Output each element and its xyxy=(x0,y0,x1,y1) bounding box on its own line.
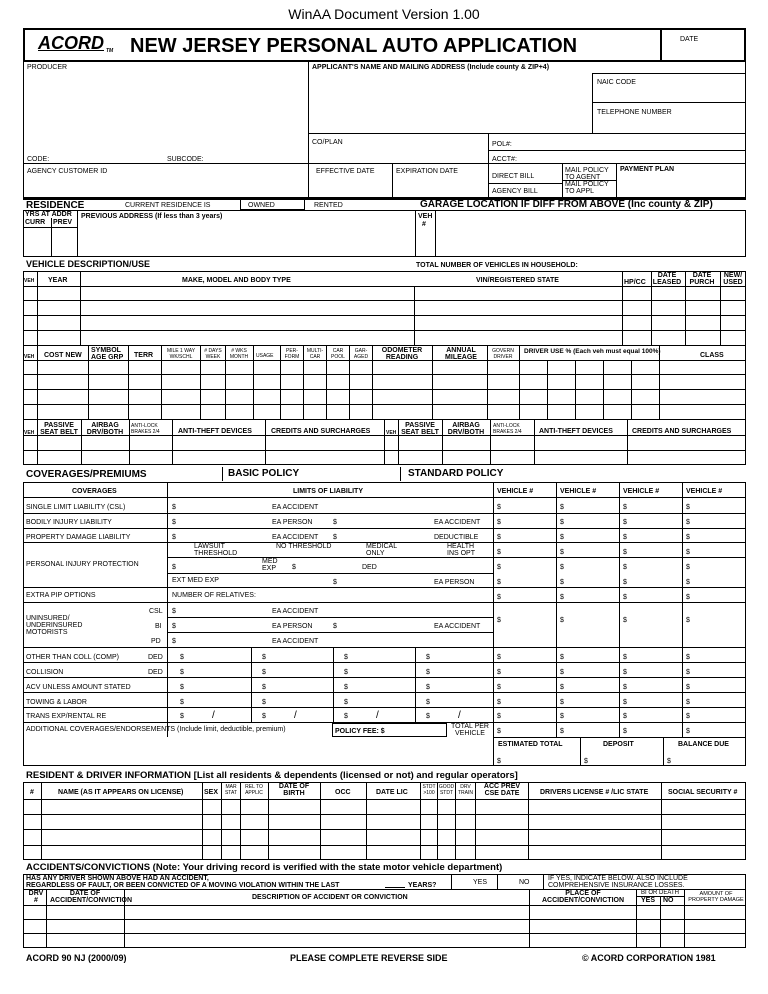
vehicle-premium-dollar-6-2: $ xyxy=(623,594,627,601)
agency-bill[interactable]: AGENCY BILL xyxy=(492,188,538,195)
vh3-veh: VEH xyxy=(24,430,35,436)
vehicle-premium-dollar-5-0: $ xyxy=(497,579,501,586)
total-per-vehicle: TOTAL PER VEHICLE xyxy=(451,723,489,737)
vehicle-premium-dollar-6-0: $ xyxy=(497,594,501,601)
vehicle-premium-dollar-7-2: $ xyxy=(623,617,627,624)
vh1-year: YEAR xyxy=(48,277,68,284)
basic-policy[interactable]: BASIC POLICY xyxy=(228,468,300,479)
vh2-days: # DAYS WEEK xyxy=(204,348,222,360)
vehicle-premium-dollar-4-2: $ xyxy=(623,564,627,571)
acc-no[interactable]: NO xyxy=(519,879,530,886)
vh2-driveruse: DRIVER USE % (Each veh must equal 100%) xyxy=(524,348,661,355)
vehicle-premium-dollar-1-3: $ xyxy=(686,519,690,526)
otc-label: OTHER THAN COLL (COMP) xyxy=(26,654,119,661)
vehicle-premium-dollar-11-1: $ xyxy=(560,699,564,706)
cell-dollar-b3: $ xyxy=(262,684,266,691)
vehicle-premium-dollar-0-0: $ xyxy=(497,504,501,511)
owned-option[interactable]: OWNED xyxy=(248,202,275,209)
form-title: NEW JERSEY PERSONAL AUTO APPLICATION xyxy=(130,35,578,57)
cov-col-veh1: VEHICLE # xyxy=(497,488,534,495)
date-label: DATE xyxy=(680,36,699,43)
vehicle-premium-dollar-5-3: $ xyxy=(686,579,690,586)
bi-ea-accident: EA ACCIDENT xyxy=(434,519,481,526)
footer-form-number: ACORD 90 NJ (2000/09) xyxy=(26,953,127,963)
um-csl: CSL xyxy=(149,608,163,615)
vehicle-premium-dollar-3-3: $ xyxy=(686,549,690,556)
vehicle-premium-dollar-6-1: $ xyxy=(560,594,564,601)
acv-label: ACV UNLESS AMOUNT STATED xyxy=(26,684,131,691)
vh2-wks: # WKS MONTH xyxy=(229,348,249,360)
vh2-veh: VEH xyxy=(24,354,35,360)
drv-col-goodstdt: GOOD STDT xyxy=(438,784,455,796)
balance-dollar: $ xyxy=(667,758,671,765)
vehicle-premium-dollar-10-2: $ xyxy=(623,684,627,691)
accidents-title: ACCIDENTS/CONVICTIONS (Note: Your driving record is verified with the state motor vehicle department) xyxy=(26,862,503,873)
pd-deductible: DEDUCTIBLE xyxy=(434,534,479,541)
vehicle-premium-dollar-2-2: $ xyxy=(623,534,627,541)
um-bi-dollar2: $ xyxy=(333,623,337,630)
est-total: ESTIMATED TOTAL xyxy=(498,741,563,748)
drv-col-num: # xyxy=(30,789,34,796)
drv-col-accprev: ACC PREV CSE DATE xyxy=(483,783,521,797)
vehicle-premium-dollar-13-1: $ xyxy=(560,728,564,735)
vehicle-premium-dollar-12-2: $ xyxy=(623,713,627,720)
vehicle-premium-dollar-0-1: $ xyxy=(560,504,564,511)
vehicle-premium-dollar-9-0: $ xyxy=(497,669,501,676)
version-title: WinAA Document Version 1.00 xyxy=(288,6,480,22)
um-pd-ea-acc: EA ACCIDENT xyxy=(272,638,319,645)
vehicle-premium-dollar-12-3: $ xyxy=(686,713,690,720)
cell-dollar-d1: $ xyxy=(426,654,430,661)
vehicle-premium-dollar-13-0: $ xyxy=(497,728,501,735)
um-bi-dollar: $ xyxy=(172,623,176,630)
vehicle-premium-dollar-11-3: $ xyxy=(686,699,690,706)
effective-date-label: EFFECTIVE DATE xyxy=(316,168,375,175)
vehicle-premium-dollar-10-3: $ xyxy=(686,684,690,691)
pd-ea-accident: EA ACCIDENT xyxy=(272,534,319,541)
mail-appl[interactable]: MAIL POLICY TO APPL xyxy=(565,181,609,195)
acc-q1: HAS ANY DRIVER SHOWN ABOVE HAD AN ACCIDENT, xyxy=(26,875,209,882)
acc-place: PLACE OF ACCIDENT/CONVICTION xyxy=(541,890,625,904)
drv-col-stdt100: STDT >100 xyxy=(422,784,436,796)
slash-d: / xyxy=(458,710,461,721)
drv-col-drvtrain: DRV TRAIN xyxy=(458,784,473,796)
vehicle-premium-dollar-8-1: $ xyxy=(560,654,564,661)
vehicle-premium-dollar-6-3: $ xyxy=(686,594,690,601)
pip-ded: DED xyxy=(362,564,377,571)
cell-dollar-b5: $ xyxy=(262,713,266,720)
cell-dollar-b2: $ xyxy=(262,669,266,676)
coll-label: COLLISION xyxy=(26,669,64,676)
um-csl-dollar: $ xyxy=(172,608,176,615)
vh1-vin: VIN/REGISTERED STATE xyxy=(476,277,559,284)
drv-col-datelic: DATE LIC xyxy=(376,789,408,796)
um-bi: BI xyxy=(155,623,162,630)
vehicle-premium-dollar-3-1: $ xyxy=(560,549,564,556)
cell-dollar-a3: $ xyxy=(180,684,184,691)
producer-block xyxy=(23,61,746,198)
vh2-class: CLASS xyxy=(700,352,724,359)
vh2-usage: USAGE xyxy=(256,353,274,359)
acc-years: YEARS? xyxy=(408,882,437,889)
vh2-cost: COST NEW xyxy=(44,352,82,359)
vh3-airbag2: AIRBAG DRV/BOTH xyxy=(447,422,485,436)
vh3-airbag: AIRBAG DRV/BOTH xyxy=(86,422,124,436)
vehicle-premium-dollar-4-3: $ xyxy=(686,564,690,571)
csl-ea-accident: EA ACCIDENT xyxy=(272,504,319,511)
cell-dollar-b4: $ xyxy=(262,699,266,706)
vehicle-premium-dollar-3-2: $ xyxy=(623,549,627,556)
pd-dollar2: $ xyxy=(333,534,337,541)
vehicle-premium-dollar-7-0: $ xyxy=(497,617,501,624)
vh3-antitheft: ANTI-THEFT DEVICES xyxy=(178,428,252,435)
cov-col-veh3: VEHICLE # xyxy=(623,488,660,495)
pip-ea-person: EA PERSON xyxy=(434,579,475,586)
drv-col-license: DRIVERS LICENSE # /LIC STATE xyxy=(540,789,649,796)
vehicle-premium-dollar-9-1: $ xyxy=(560,669,564,676)
acc-date: DATE OF ACCIDENT/CONVICTION xyxy=(50,890,133,904)
current-residence-label: CURRENT RESIDENCE IS xyxy=(125,202,211,209)
pip-label: PERSONAL INJURY PROTECTION xyxy=(26,561,139,568)
drv-col-occ: OCC xyxy=(335,789,351,796)
residence-title: RESIDENCE xyxy=(26,200,85,211)
cell-dollar-a4: $ xyxy=(180,699,184,706)
cell-dollar-c1: $ xyxy=(344,654,348,661)
naic-label: NAIC CODE xyxy=(597,79,636,86)
policy-fee: POLICY FEE: $ xyxy=(335,728,385,735)
vh3-seatbelt2: PASSIVE SEAT BELT xyxy=(401,422,439,436)
expiration-date-label: EXPIRATION DATE xyxy=(396,168,458,175)
acc-yes[interactable]: YES xyxy=(473,879,488,886)
vehicle-premium-dollar-8-2: $ xyxy=(623,654,627,661)
vehicle-premium-dollar-2-3: $ xyxy=(686,534,690,541)
pip-health[interactable]: HEALTH INS OPT xyxy=(447,543,476,557)
cov-col-veh4: VEHICLE # xyxy=(686,488,723,495)
vh3-credits2: CREDITS AND SURCHARGES xyxy=(632,428,732,435)
num-relatives: NUMBER OF RELATIVES: xyxy=(172,592,256,599)
vehicle-premium-dollar-9-2: $ xyxy=(623,669,627,676)
vh3-antilock2: ANTI-LOCK BRAKES 2/4 xyxy=(493,423,522,435)
pip-medical-only[interactable]: MEDICAL ONLY xyxy=(366,543,397,557)
vh3-credits: CREDITS AND SURCHARGES xyxy=(271,428,371,435)
footer-copyright: © ACORD CORPORATION 1981 xyxy=(582,953,716,963)
vehicle-premium-dollar-13-2: $ xyxy=(623,728,627,735)
vehicle-premium-dollar-8-3: $ xyxy=(686,654,690,661)
acc-bi-yes: YES xyxy=(641,897,656,904)
agency-id-label: AGENCY CUSTOMER ID xyxy=(27,168,108,175)
producer-label: PRODUCER xyxy=(27,64,68,71)
bi-label: BODILY INJURY LIABILITY xyxy=(26,519,112,526)
um-bi-ea-acc: EA ACCIDENT xyxy=(434,623,481,630)
vehicle-premium-dollar-1-2: $ xyxy=(623,519,627,526)
cell-dollar-c5: $ xyxy=(344,713,348,720)
vehicle-premium-dollar-10-1: $ xyxy=(560,684,564,691)
pol-label: POL#: xyxy=(492,141,512,148)
vh2-symbol: SYMBOL AGE GRP xyxy=(91,347,124,361)
veh-label: VEH xyxy=(418,213,433,220)
cov-col-limits: LIMITS OF LIABILITY xyxy=(293,488,363,495)
acc-bi-no: NO xyxy=(663,897,674,904)
acc-ifyes: IF YES, INDICATE BELOW. ALSO INCLUDE COMPREHENSIVE INSURANCE LOSSES. xyxy=(548,875,688,889)
vh2-perform: PER-FORM xyxy=(284,348,300,360)
extra-pip-label: EXTRA PIP OPTIONS xyxy=(26,592,96,599)
vh2-mile: MILE 1 WAY WK/SCHL xyxy=(166,348,196,360)
previous-address-label: PREVIOUS ADDRESS (If less than 3 years) xyxy=(81,213,223,220)
vehicle-premium-dollar-1-1: $ xyxy=(560,519,564,526)
cell-dollar-d5: $ xyxy=(426,713,430,720)
pip-med-exp: MED EXP xyxy=(262,558,278,572)
vehicle-premium-dollar-12-1: $ xyxy=(560,713,564,720)
vehicle-premium-dollar-0-3: $ xyxy=(686,504,690,511)
vehicle-premium-dollar-4-0: $ xyxy=(497,564,501,571)
bi-dollar2: $ xyxy=(333,519,337,526)
drv-col-dob: DATE OF BIRTH xyxy=(278,783,310,797)
pip-dollar2: $ xyxy=(292,564,296,571)
vh2-carpool: CAR POOL xyxy=(331,348,345,360)
vehicle-premium-dollar-13-3: $ xyxy=(686,728,690,735)
vh3-seatbelt: PASSIVE SEAT BELT xyxy=(40,422,78,436)
vehicle-title: VEHICLE DESCRIPTION/USE xyxy=(26,259,151,269)
vh1-make: MAKE, MODEL AND BODY TYPE xyxy=(182,277,291,284)
um-label: UNINSURED/ UNDERINSURED MOTORISTS xyxy=(26,615,83,636)
drv-col-rel: REL TO APPLIC xyxy=(245,784,263,796)
veh-num: # xyxy=(422,221,426,228)
acc-desc: DESCRIPTION OF ACCIDENT OR CONVICTION xyxy=(252,894,408,901)
subcode-label: SUBCODE: xyxy=(167,156,204,163)
um-pd: PD xyxy=(151,638,161,645)
vh1-hpcc: HP/CC xyxy=(624,279,646,286)
csl-dollar: $ xyxy=(172,504,176,511)
vh1-veh: VEH xyxy=(24,278,35,284)
payment-plan-label: PAYMENT PLAN xyxy=(620,166,675,173)
logo-tm: TM xyxy=(106,48,114,54)
cell-dollar-d3: $ xyxy=(426,684,430,691)
footer-center: PLEASE COMPLETE REVERSE SIDE xyxy=(290,953,448,963)
vehicle-premium-dollar-1-0: $ xyxy=(497,519,501,526)
vh1-newused: NEW/ USED xyxy=(723,272,743,286)
vh2-garaged: GAR-AGED xyxy=(353,348,369,360)
vh3-antitheft2: ANTI-THEFT DEVICES xyxy=(539,428,613,435)
direct-bill[interactable]: DIRECT BILL xyxy=(492,173,535,180)
acc-amount: AMOUNT OF PROPERTY DAMAGE xyxy=(688,891,744,903)
vehicle-premium-dollar-9-3: $ xyxy=(686,669,690,676)
vh3-veh2: VEH xyxy=(386,430,397,436)
acord-logo: ACORD xyxy=(38,33,104,53)
vehicle-premium-dollar-2-1: $ xyxy=(560,534,564,541)
towing-label: TOWING & LABOR xyxy=(26,699,87,706)
drv-col-mar: MAR STAT xyxy=(224,784,238,796)
drv-col-sex: SEX xyxy=(204,789,219,796)
vehicle-premium-dollar-11-0: $ xyxy=(497,699,501,706)
coplan-label: CO/PLAN xyxy=(312,139,343,146)
vh2-govern: GOVERN DRIVER xyxy=(492,348,514,360)
vehicle-premium-dollar-12-0: $ xyxy=(497,713,501,720)
deposit: DEPOSIT xyxy=(603,741,634,748)
pd-label: PROPERTY DAMAGE LIABILITY xyxy=(26,534,131,541)
total-vehicles-label: TOTAL NUMBER OF VEHICLES IN HOUSEHOLD: xyxy=(416,262,578,269)
cov-col-veh2: VEHICLE # xyxy=(560,488,597,495)
vehicle-premium-dollar-7-3: $ xyxy=(686,617,690,624)
vh1-leased: DATE LEASED xyxy=(652,272,682,286)
standard-policy[interactable]: STANDARD POLICY xyxy=(408,468,504,479)
deposit-dollar: $ xyxy=(584,758,588,765)
vehicle-premium-dollar-8-0: $ xyxy=(497,654,501,661)
vehicle-premium-dollar-4-1: $ xyxy=(560,564,564,571)
yrs-at-addr: YRS AT ADDR xyxy=(25,211,72,218)
slash-a: / xyxy=(212,710,215,721)
pip-no-threshold[interactable]: NO THRESHOLD xyxy=(276,543,332,550)
vehicle-premium-dollar-5-1: $ xyxy=(560,579,564,586)
vehicle-premium-dollar-7-1: $ xyxy=(560,617,564,624)
csl-label: SINGLE LIMIT LIABILITY (CSL) xyxy=(26,504,126,511)
vh2-odometer: ODOMETER READING xyxy=(381,347,423,361)
vh2-multicar: MULTI-CAR xyxy=(306,348,324,360)
vh2-mileage: ANNUAL MILEAGE xyxy=(445,347,477,361)
cov-col-coverages: COVERAGES xyxy=(72,488,117,495)
vehicle-premium-dollar-11-2: $ xyxy=(623,699,627,706)
vehicle-premium-dollar-2-0: $ xyxy=(497,534,501,541)
pip-dollar: $ xyxy=(172,564,176,571)
vehicle-premium-dollar-5-2: $ xyxy=(623,579,627,586)
otc-ded: DED xyxy=(148,654,163,661)
um-bi-ea-person: EA PERSON xyxy=(272,623,313,630)
curr-label: CURR xyxy=(25,219,46,226)
cell-dollar-a5: $ xyxy=(180,713,184,720)
bi-ea-person: EA PERSON xyxy=(272,519,313,526)
rental-label: TRANS EXP/RENTAL RE xyxy=(26,713,107,720)
slash-c: / xyxy=(376,710,379,721)
cell-dollar-c2: $ xyxy=(344,669,348,676)
vh2-terr: TERR xyxy=(134,352,154,359)
drv-col-name: NAME (AS IT APPEARS ON LICENSE) xyxy=(58,789,184,796)
coverages-title: COVERAGES/PREMIUMS xyxy=(26,469,147,480)
um-csl-ea-acc: EA ACCIDENT xyxy=(272,608,319,615)
vehicle-premium-dollar-10-0: $ xyxy=(497,684,501,691)
telephone-label: TELEPHONE NUMBER xyxy=(597,109,672,116)
cell-dollar-c3: $ xyxy=(344,684,348,691)
acc-q2: REGARDLESS OF FAULT, OR BEEN CONVICTED OF A MOVING VIOLATION WITHIN THE LAST xyxy=(26,882,340,889)
mail-agent[interactable]: MAIL POLICY TO AGENT xyxy=(565,167,609,181)
slash-b: / xyxy=(294,710,297,721)
balance-due: BALANCE DUE xyxy=(678,741,729,748)
cell-dollar-d2: $ xyxy=(426,669,430,676)
acc-bi-death: BI OR DEATH xyxy=(641,890,679,896)
cell-dollar-d4: $ xyxy=(426,699,430,706)
cell-dollar-a1: $ xyxy=(180,654,184,661)
pip-dollar3: $ xyxy=(333,579,337,586)
cell-dollar-b1: $ xyxy=(262,654,266,661)
code-label: CODE: xyxy=(27,156,50,163)
pip-lawsuit[interactable]: LAWSUIT THRESHOLD xyxy=(194,543,238,557)
cell-dollar-a2: $ xyxy=(180,669,184,676)
applicant-label: APPLICANT'S NAME AND MAILING ADDRESS (Include county & ZIP+4) xyxy=(312,64,550,71)
garage-title: GARAGE LOCATION IF DIFF FROM ABOVE (Inc county & ZIP) xyxy=(420,199,713,210)
cell-dollar-c4: $ xyxy=(344,699,348,706)
drivers-title: RESIDENT & DRIVER INFORMATION [List all residents & dependents (licensed or not) and regular operators] xyxy=(26,770,518,781)
acc-drv: DRV # xyxy=(28,890,44,904)
vehicle-premium-dollar-0-2: $ xyxy=(623,504,627,511)
date-divider xyxy=(660,28,662,62)
acct-label: ACCT#: xyxy=(492,156,517,163)
vh3-antilock: ANTI-LOCK BRAKES 2/4 xyxy=(131,423,160,435)
est-total-dollar: $ xyxy=(497,758,501,765)
drv-col-ssn: SOCIAL SECURITY # xyxy=(668,789,738,796)
vh1-purch: DATE PURCH xyxy=(689,272,715,286)
pd-dollar: $ xyxy=(172,534,176,541)
bi-dollar: $ xyxy=(172,519,176,526)
um-pd-dollar: $ xyxy=(172,638,176,645)
coll-ded: DED xyxy=(148,669,163,676)
additional-label: ADDITIONAL COVERAGES/ENDORSEMENTS (Include limit, deductible, premium) xyxy=(26,726,286,733)
vehicle-premium-dollar-3-0: $ xyxy=(497,549,501,556)
pip-ext-med: EXT MED EXP xyxy=(172,577,219,584)
prev-label: PREV xyxy=(53,219,73,226)
rented-option[interactable]: RENTED xyxy=(314,202,343,209)
